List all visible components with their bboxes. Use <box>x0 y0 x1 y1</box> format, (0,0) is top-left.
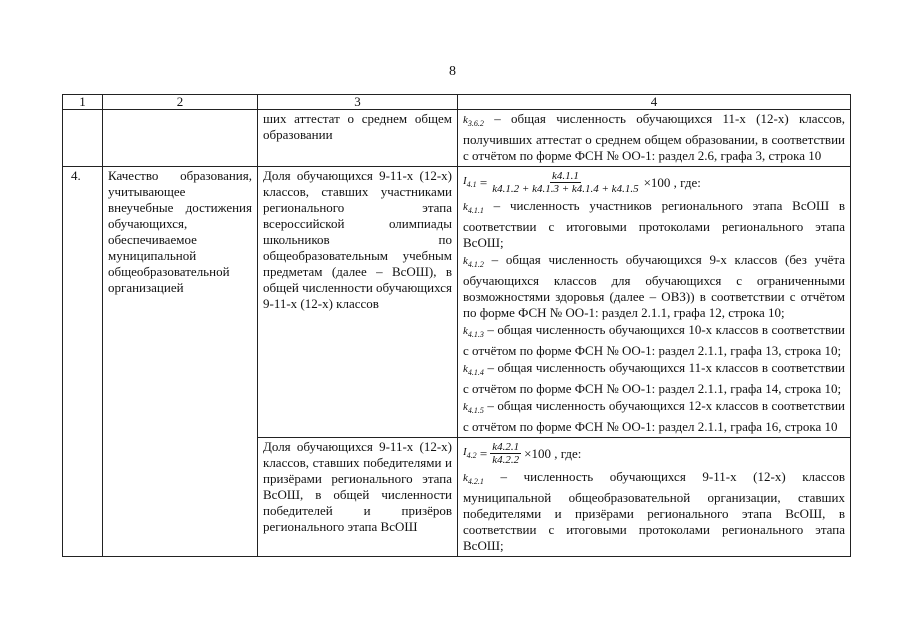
variable-symbol: $k_{4.1.2}$ <box>463 255 484 269</box>
header-row <box>63 95 851 110</box>
variable-symbol: $k_{3.6.2}$ <box>463 114 484 128</box>
indicator-4-2-title: Доля обучающихся 9-11-х (12-х) классов, ставших победителями и призёрами регионального этапа ВсОШ, в общей численности победителей и призёров регионального этапа ВсОШ <box>258 438 458 557</box>
definition: $k_{4.1.5}$ – общая численность обучающихся 12-х классов в соответствии с отчётом по форме ФСН № ОО-1: раздел 2.1.1, графа 16, строка 10 <box>463 398 846 434</box>
indicators-table <box>62 94 851 557</box>
variable-symbol: $k_{4.1.5}$ <box>463 401 484 415</box>
definition: $k_{4.2.1}$ – численность обучающихся 9-11-х (12-х) классов муниципальной общеобразовательной организации, ставших победителями и призёрами регионального этапа ВсОШ, в соответствии с итоговыми протоколами регионального этапа ВсОШ; <box>463 469 845 553</box>
table-row-4 <box>63 167 851 438</box>
criterion-text: Качество образования, учитывающее внеучебные достижения обучающихся, обеспечиваемое муниципальной общеобразовательной организацией <box>103 167 258 557</box>
table-row-continuation <box>63 110 851 167</box>
cell-formula <box>458 110 851 167</box>
definition: $k_{3.6.2}$ – общая численность обучающихся 11-х (12-х) классов, получивших аттестат о среднем общем образовании, в соответствии с отчётом по форме ФСН № ОО-1: раздел 2.6, графа 3, строка 10 <box>463 111 845 163</box>
definitions-4-2 <box>463 469 845 554</box>
formula-4-2: $I_{4.2}$ = $\frac{k4.2.1}{k4.2.2}$ ×100 , где: <box>463 441 582 466</box>
formula-4-1: $I_{4.1}$ = $\frac{k4.1.1}{k4.1.2 + k4.1.3 + k4.1.4 + k4.1.5}$ ×100 , где: <box>463 170 701 195</box>
variable-symbol: $k_{4.1.1}$ <box>463 201 484 215</box>
column-header: 4 <box>458 95 851 110</box>
definition: $k_{4.1.3}$ – общая численность обучающихся 10-х классов в соответствии с отчётом по форме ФСН № ОО-1: раздел 2.1.1, графа 13, строка 10; <box>463 322 846 358</box>
definition: $k_{4.1.1}$ – численность участников регионального этапа ВсОШ в соответствии с итоговыми протоколами регионального этапа ВсОШ; <box>463 198 846 250</box>
cell-indicator: ших аттестат о среднем общем образовании <box>258 110 458 167</box>
definition: $k_{4.1.4}$ – общая численность обучающихся 11-х классов в соответствии с отчётом по форме ФСН № ОО-1: раздел 2.1.1, графа 14, строка 10; <box>463 360 846 396</box>
column-header: 1 <box>63 95 103 110</box>
column-header: 2 <box>103 95 258 110</box>
page-number: 8 <box>449 64 456 79</box>
column-header: 3 <box>258 95 458 110</box>
indicator-4-1-formula-cell <box>458 167 851 438</box>
cell-number <box>63 110 103 167</box>
variable-symbol: $k_{4.1.4}$ <box>463 363 484 377</box>
formula-fraction: $\frac{k4.2.1}{k4.2.2}$ <box>492 441 520 466</box>
indicator-4-1-title: Доля обучающихся 9-11-х (12-х) классов, ставших участниками регионального этапа всероссийской олимпиады школьников по общеобразовательным учебным предметам (далее – ВсОШ), в общей численности обучающихся 9-11-х (12-х) классов <box>258 167 458 438</box>
indicator-4-2-formula-cell <box>458 438 851 557</box>
cell-criterion <box>103 110 258 167</box>
formula-fraction: $\frac{k4.1.1}{k4.1.2 + k4.1.3 + k4.1.4 + k4.1.5}$ <box>492 170 639 195</box>
row-number: 4. <box>63 167 103 557</box>
definitions-4-1 <box>463 198 845 435</box>
definition: $k_{4.1.2}$ – общая численность обучающихся 9-х классов (без учёта обучающихся классов для обучающихся с ограниченными возможностями здоровья (далее – ОВЗ)) в соответствии с отчётом по форме ФСН № ОО-1: раздел 2.1.1, графа 12, строка 10; <box>463 252 845 320</box>
variable-symbol: $k_{4.2.1}$ <box>463 472 484 486</box>
variable-symbol: $k_{4.1.3}$ <box>463 325 484 339</box>
